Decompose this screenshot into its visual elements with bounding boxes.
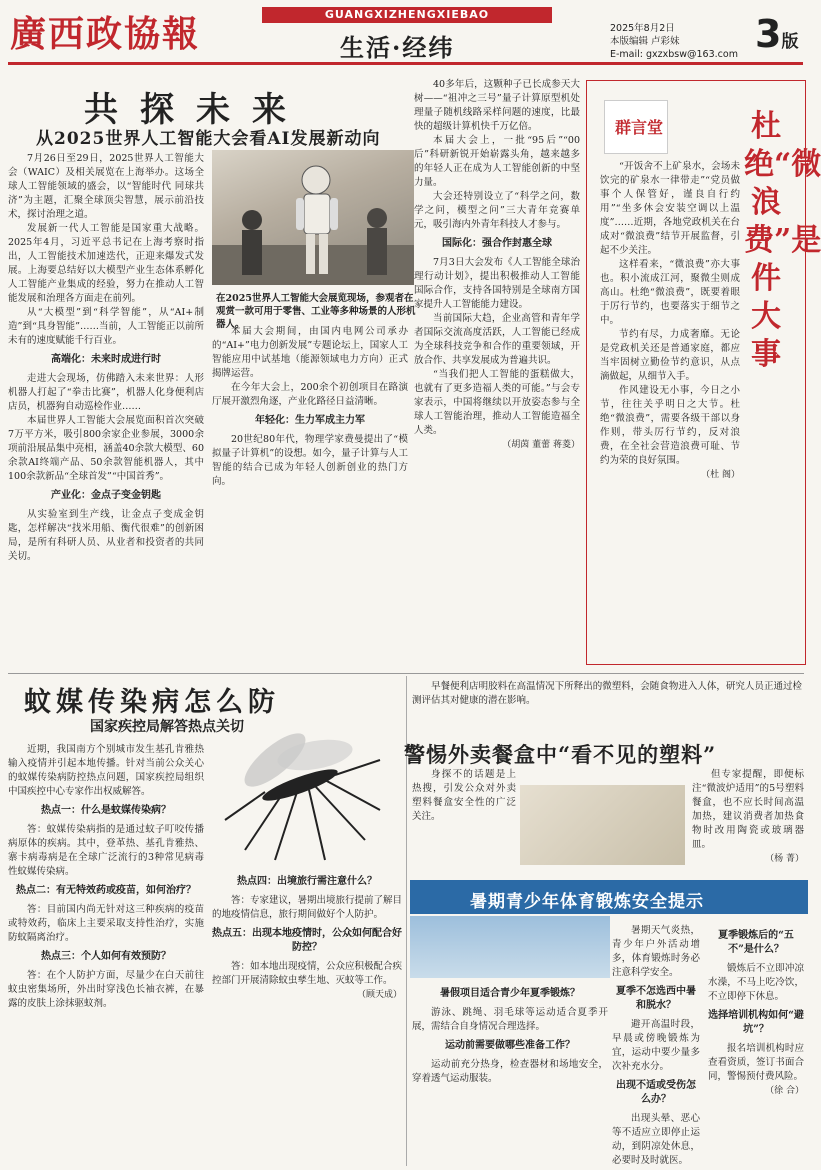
exercise-article-title: 暑期青少年体育锻炼安全提示 xyxy=(470,892,704,912)
paragraph: 报名培训机构时应查看资质，签订书面合同，警惕预付费风险。 xyxy=(708,1043,804,1082)
qa-heading: 热点二：有无特效药或疫苗，如何治疗？ xyxy=(16,885,196,896)
paragraph: 游泳、跳绳、羽毛球等运动适合夏季开展，需结合自身情况合理选择。 xyxy=(412,1007,608,1032)
section-title: 生活·经纬 xyxy=(340,33,455,62)
mosquito-col-2 xyxy=(212,870,402,1164)
paragraph: 当前国际大趋，企业高管和青年学者国际交流高度活跃，人工智能已经成为全球科技竞争和合作的重要领域，开放合作、共享发展成为普遍共识。 xyxy=(414,313,580,366)
paragraph: 在今年大会上，200余个初创项目在路演厅展开激烈角逐，产业化路径日益清晰。 xyxy=(212,382,408,407)
exercise-col-2 xyxy=(612,924,700,1164)
section-subhead: 国际化：强合作封惠全球 xyxy=(442,238,552,249)
issue-date: 2025年8月2日 xyxy=(610,23,675,34)
section-subhead: 产业化：金点子变金钥匙 xyxy=(51,490,161,501)
paragraph: 但专家提醒，即便标注“微波炉适用”的5号塑料餐盒，也不应长时间高温加热，建议消费者加热食物时改用陶瓷或玻璃器皿。 xyxy=(692,769,804,850)
qa-heading: 出现不适或受伤怎么办？ xyxy=(616,1080,696,1105)
page-number-suffix: 版 xyxy=(781,32,799,52)
paragraph: 本届大会上，一批“95后”“00后”科研新锐开始崭露头角，越来越多的年轻人正在成为人工智能创新的中坚力量。 xyxy=(414,135,580,188)
paragraph: 近期，我国南方个别城市发生基孔肯雅热输入疫情并引起本地传播。针对当前公众关心的蚊媒传染病防控热点问题，国家疾控局组织中国疾控中心专家作出权威解答。 xyxy=(8,744,204,797)
qa-heading: 热点三：个人如何有效预防？ xyxy=(41,951,171,962)
photo-caption: 在2025世界人工智能大会展览现场，参观者在观赏一款可用于零售、工业等多种场景的人形机器人。 xyxy=(216,293,416,330)
page-editor: 本版编辑 卢彩妹 xyxy=(610,36,680,47)
mosquito-col-1 xyxy=(8,743,204,1163)
paragraph: 大会还特别设立了“科学之问，数学之问，模型之问”三大青年竞赛单元，吸引海内外青年科技人才参与。 xyxy=(414,191,580,230)
paragraph: “开饭舍不上矿泉水，会场未饮完的矿泉水一律带走”“党员做事个人保管好，谨良自行约用”“坐多休会安装空调以上温度”……近期，各地党政机关在台成对“微浪费”结节开展监督，引起不少关注。 xyxy=(600,161,740,256)
running-photo xyxy=(410,916,610,978)
masthead xyxy=(0,0,811,70)
paragraph: 7月3日大会发布《人工智能全球治理行动计划》，提出积极推动人工智能国际合作，支持各国特别是全球南方国家提升人工智能能力建设。 xyxy=(414,257,580,310)
paragraph: 发展新一代人工智能是国家重大战略。2025年4月，习近平总书记在上海考察时指出，人工智能技术加速迭代，正迎来爆发式发展。上海要总结好以大模型产业生态体系孵化人工智能产业集成的经验，努力在推动人工智能发展和治理各方面走在前列。 xyxy=(8,223,204,304)
article-author: （杜 阁） xyxy=(701,470,740,480)
paragraph: 40多年后，这颗种子已长成参天大树——“祖冲之三号”量子计算原型机处理量子随机线路采样问题的速度，比最快的超级计算机快千万亿倍。 xyxy=(414,79,580,132)
paragraph: 作风建设无小事，今日之小节，往往关乎明日之大节。杜绝“微浪费”，需要各级干部以身作则，带头厉行节约，反对浪费，在全社会营造浪费可耻、节约为荣的良好氛围。 xyxy=(600,385,740,466)
qa-heading: 暑假项目适合青少年夏季锻炼？ xyxy=(440,988,580,999)
paragraph: 避开高温时段，早晨或傍晚锻炼为宜，运动中要少量多次补充水分。 xyxy=(612,1019,700,1072)
mosquito-article-subtitle: 国家疾控局解答热点关切 xyxy=(90,719,244,735)
paragraph: 暑期天气炎热，青少年户外活动增多，体育锻炼时务必注意科学安全。 xyxy=(612,925,700,978)
paragraph: 答：如本地出现疫情，公众应积极配合疾控部门开展清除蚊虫孳生地、灭蚊等工作。 xyxy=(212,961,403,986)
qa-heading: 热点五：出现本地疫情时，公众如何配合好防控？ xyxy=(212,928,402,953)
column-tag-label: 群言堂 xyxy=(615,118,664,137)
paragraph: 出现头晕、恶心等不适应立即停止运动，到阴凉处休息，必要时及时就医。 xyxy=(612,1113,700,1166)
plastic-intro xyxy=(412,680,802,736)
page-number-value: 3 xyxy=(755,12,782,56)
section-subhead: 高端化：未来时成进行时 xyxy=(51,354,161,365)
paragraph: 本届世界人工智能大会展览面积首次突破7万平方米，吸引800余家企业参展，3000余项前沿展品集中亮相，涵盖40余款大模型、60余款AI终端产品、50余款智能机器人，其中100余款新品“全球首发”“中国首秀”。 xyxy=(8,415,204,482)
ai-article-col-2 xyxy=(212,325,408,672)
commentary-body xyxy=(600,160,740,656)
page-number xyxy=(755,12,798,56)
plastic-col-1 xyxy=(412,768,516,878)
paragraph: 答：专家建议，暑期出境旅行提前了解目的地疫情信息，旅行期间做好个人防护。 xyxy=(212,895,403,920)
robot-illustration xyxy=(212,150,414,285)
exercise-col-1 xyxy=(412,982,608,1164)
qa-heading: 运动前需要做哪些准备工作？ xyxy=(445,1040,575,1051)
section-divider xyxy=(8,673,804,674)
qa-heading: 夏季不怎选西中暑和脱水？ xyxy=(616,986,696,1011)
ai-article-col-3 xyxy=(414,78,580,672)
ai-article-col-1 xyxy=(8,152,204,672)
paragraph: 走进大会现场，仿佛踏入未来世界：人形机器人打起了“拳击比赛”，机器人化身便利店店员，机器狗自动巡检作业…… xyxy=(8,373,204,412)
section-subhead: 年轻化：生力军成主力军 xyxy=(255,415,365,426)
article-author: （杨 菁） xyxy=(765,854,804,864)
qa-heading: 选择培训机构如何“避坑”？ xyxy=(708,1010,804,1035)
article-author: （顾天成） xyxy=(356,990,402,1000)
qa-heading: 热点一：什么是蚊媒传染病？ xyxy=(41,805,171,816)
plastic-article-title: 警惕外卖餐盒中“看不见的塑料” xyxy=(404,742,717,767)
masthead-rule xyxy=(8,62,803,65)
humanoid-robot-photo xyxy=(212,150,414,285)
takeout-food-photo xyxy=(520,785,685,865)
paragraph: 答：在个人防护方面，尽量少在白天前往蚊虫密集场所，外出时穿浅色长袖衣裤，在暴露的皮肤上涂抹驱蚊剂。 xyxy=(8,970,204,1009)
paragraph: 锻炼后不立即冲凉水澡，不马上吃冷饮，不立即停下休息。 xyxy=(708,963,804,1002)
newspaper-pinyin: GUANGXIZHENGXIEBAO xyxy=(262,7,552,23)
paragraph: 节约有尽，力成奢靡。无论是党政机关还是普通家庭，都应当牢固树立勤俭节约意识，从点滴做起，从细节入手。 xyxy=(600,329,740,382)
paragraph: 本届大会期间，由国内电网公司承办的“AI+”电力创新发展”专题论坛上，国家人工智能应用中试基地（能源领域电力方向）正式揭牌运营。 xyxy=(212,326,408,379)
paragraph: 这样看来，“微浪费”亦大事也。积小流成江河，聚微尘则成高山。杜绝“微浪费”，既要着眼于厉行节约，也要落实于细节之中。 xyxy=(600,259,740,326)
paragraph: 7月26日至29日，2025世界人工智能大会（WAIC）及相关展览在上海举办。这场全球人工智能领域的盛会，以“智能时代 同球共济”为主题，汇聚全球顶尖智慧，展示前沿技术，探讨治理之道。 xyxy=(8,153,204,220)
ai-article-title: 共探未来 xyxy=(84,90,308,130)
mosquito-illustration xyxy=(205,700,390,870)
ai-article-subtitle: 从2025世界人工智能大会看AI发展新动向 xyxy=(36,129,381,149)
issue-meta xyxy=(610,22,738,61)
exercise-col-3 xyxy=(708,924,804,1164)
paragraph: 早餐便利店明胶料在高温情况下所释出的微塑料，会随食物进入人体，研究人员正通过检测评估其对健康的潜在影响。 xyxy=(412,681,802,706)
article-author: （胡茵 董蕾 蒋菱） xyxy=(502,440,580,450)
editor-email: E-mail: gxzxbsw@163.com xyxy=(610,49,738,60)
paragraph: 从“大模型”到“科学智能”，从“AI+制造”到“具身智能”……当前，人工智能正以前所未有的速度赋能千行百业。 xyxy=(8,307,204,346)
paragraph: 身探不的话题是上热搜，引发公众对外卖塑料餐盒安全性的广泛关注。 xyxy=(412,769,516,822)
column-tag xyxy=(604,100,668,154)
paragraph: 从实验室到生产线，让金点子变成金钥匙，怎样解决“找米用船、衡代很难”的创新困局，是所有科研人员、从业者和投资者的共同关切。 xyxy=(8,509,204,562)
article-author: （徐 合） xyxy=(765,1086,804,1096)
paragraph: 20世纪80年代，物理学家费曼提出了“模拟量子计算机”的设想。如今，量子计算与人工智能的结合已成为年轻人创新创业的热门方向。 xyxy=(212,434,408,487)
mosquito-article-title: 蚊媒传染病怎么防 xyxy=(24,687,280,718)
newspaper-logo: 廣西政協報 xyxy=(10,13,201,55)
qa-heading: 夏季锻炼后的“五不”是什么？ xyxy=(718,930,794,955)
paragraph: “当我们把人工智能的蛋糕做大，也就有了更多造福人类的可能。”与会专家表示，中国将继续以开放姿态参与全球人工智能治理，推动人工智能造福全人类。 xyxy=(414,369,580,436)
paragraph: 运动前充分热身，检查器材和场地安全，穿着透气运动服装。 xyxy=(412,1059,608,1084)
qa-heading: 热点四：出境旅行需注意什么？ xyxy=(237,876,377,887)
paragraph: 答：目前国内尚无针对这三种疾病的疫苗或特效药，临床上主要采取支持性治疗，实施防蚊隔离治疗。 xyxy=(8,904,204,943)
paragraph: 答：蚊媒传染病指的是通过蚊子叮咬传播病原体的疾病。其中，登革热、基孔肯雅热、寨卡病毒病是在全球广泛流行的3种常见病毒性蚊媒传染病。 xyxy=(8,824,204,877)
plastic-col-2 xyxy=(692,768,804,878)
commentary-title: 杜绝“微浪费”是件大事 xyxy=(744,109,821,372)
